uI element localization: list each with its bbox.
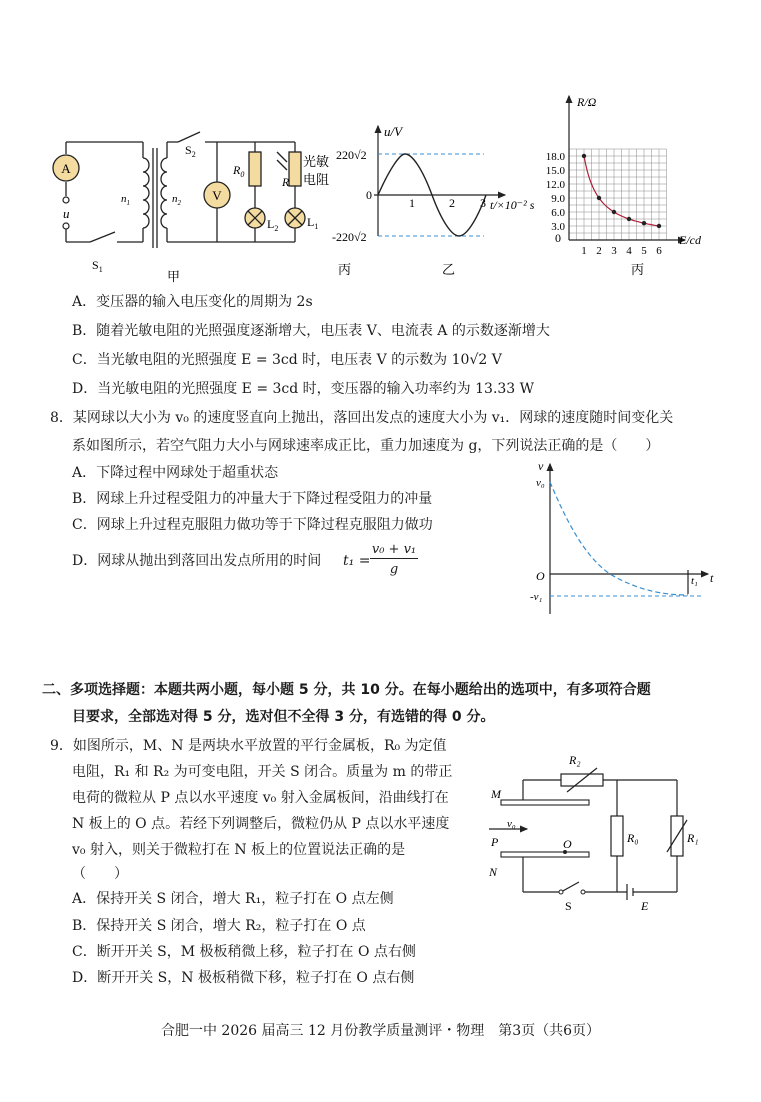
q8-option-c: C．网球上升过程克服阻力做功等于下降过程克服阻力做功	[72, 517, 433, 533]
q9-option-b: B．保持开关 S 闭合，增大 R₂，粒子打在 O 点	[72, 918, 366, 934]
yi-y-top: 220√2	[336, 148, 367, 162]
q8-graph-t1: t₁	[691, 575, 698, 587]
chart-point	[597, 196, 601, 200]
figure-jia-circuit	[45, 130, 355, 285]
yi-x-axis-label: t/×10⁻² s	[490, 198, 535, 212]
q8-graph-neg-v1: -v₁	[530, 591, 543, 603]
q8-formula-lhs: t₁ =	[343, 553, 371, 569]
q8-stem-line-2: 系如图所示，若空气阻力大小与网球速率成正比，重力加速度为 g，下列说法正确的是（ ）	[72, 438, 660, 454]
r0-label: $R_0$	[233, 163, 245, 179]
chart-point	[657, 224, 661, 228]
x-tick-label: 1	[581, 245, 587, 257]
yi-x-tick-3: 3	[480, 196, 486, 210]
r-label: R	[282, 175, 290, 189]
q9-option-c: C．断开开关 S，M 极板稍微上移，粒子打在 O 点右侧	[72, 944, 416, 960]
q9-option-d: D．断开开关 S，N 极板稍微下移，粒子打在 O 点右侧	[72, 970, 415, 986]
input-u-label: u	[63, 206, 70, 221]
q8-formula-denominator: g	[389, 562, 399, 577]
q8-graph-t-axis: t	[710, 571, 714, 585]
q8-stem-line-1: 8．某网球以大小为 v₀ 的速度竖直向上抛出，落回出发点的速度大小为 v₁．网球的速度随时间变化关	[50, 410, 674, 426]
photo-label-2: 电阻	[303, 172, 330, 187]
q8-graph-origin: O	[536, 569, 545, 583]
yi-x-tick-2: 2	[449, 196, 455, 210]
q9-stem-line-1: 9．如图所示，M、N 是两块水平放置的平行金属板，R₀ 为定值	[50, 738, 447, 754]
section2-heading-line-2: 目要求，全部选对得 5 分，选对但不全得 3 分，有选错的得 0 分。	[72, 709, 495, 725]
q9-v0-label: v₀	[507, 818, 516, 830]
q9-point-p: P	[491, 835, 499, 849]
x-tick-label: 6	[656, 245, 662, 257]
chart-point	[612, 210, 616, 214]
q9-plate-n: N	[489, 865, 498, 879]
yi-y-axis-label: u/V	[384, 124, 403, 139]
q7-option-b: B．随着光敏电阻的光照强度逐渐增大，电压表 V、电流表 A 的示数逐渐增大	[72, 323, 550, 339]
section2-heading-line-1: 二、多项选择题：本题共两小题，每小题 5 分，共 10 分。在每小题给出的选项中，有多项符合题	[42, 682, 651, 698]
q9-stem-line-6: （ ）	[72, 866, 128, 882]
figure-yi-sine	[330, 118, 555, 286]
voltmeter-label: V	[212, 188, 222, 203]
bing-origin: 0	[555, 231, 561, 245]
q8-graph-v-axis: v	[538, 459, 544, 473]
figure-yi-caption: 乙	[442, 262, 456, 277]
q9-plate-m: M	[491, 787, 501, 801]
x-tick-label: 2	[596, 245, 602, 257]
chart-point	[642, 221, 646, 225]
switch-s1-label: $S_1$	[92, 258, 103, 274]
bing-x-axis-label: E/cd	[679, 233, 701, 247]
q9-point-o: O	[563, 837, 572, 851]
q9-circuit	[483, 748, 708, 916]
q9-stem-line-5: v₀ 射入，则关于微粒打在 N 板上的位置说法正确的是	[72, 842, 406, 858]
q9-r1-label: R₁	[687, 831, 699, 845]
q9-stem-line-4: N 板上的 O 点。若经下列调整后，微粒仍从 P 点以水平速度	[72, 816, 450, 832]
figure-bing-caption: 丙	[631, 262, 645, 277]
y-tick-label: 9.0	[551, 193, 565, 205]
x-tick-label: 4	[626, 245, 632, 257]
q8-option-d: D．网球从抛出到落回出发点所用的时间	[72, 553, 322, 569]
l2-label: $L_2$	[267, 217, 279, 233]
y-tick-label: 15.0	[545, 165, 565, 177]
yi-y-bottom: -220√2	[332, 230, 367, 244]
q7-option-c: C．当光敏电阻的光照强度 E = 3cd 时，电压表 V 的示数为 10√2 V	[72, 352, 502, 368]
page-footer: 合肥一中 2026 届高三 12 月份教学质量测评・物理 第3页（共6页）	[160, 1023, 601, 1039]
q7-option-d: D．当光敏电阻的光照强度 E = 3cd 时，变压器的输入功率约为 13.33 W	[72, 381, 535, 397]
q7-option-a: A．变压器的输入电压变化的周期为 2s	[72, 294, 313, 310]
q8-option-b: B．网球上升过程受阻力的冲量大于下降过程受阻力的冲量	[72, 491, 433, 507]
yi-origin: 0	[366, 188, 372, 202]
q9-r2-label: R₂	[569, 753, 581, 767]
yi-x-tick-1: 1	[409, 196, 415, 210]
q8-vt-graph	[528, 458, 728, 618]
figure-jia-caption: 甲	[167, 269, 181, 284]
y-tick-label: 18.0	[545, 151, 565, 163]
n2-label: $n_2$	[172, 193, 181, 207]
y-tick-label: 6.0	[551, 207, 565, 219]
bing-y-axis-label: R/Ω	[577, 95, 597, 109]
chart-point	[582, 154, 586, 158]
q9-r0-label: R₀	[627, 831, 639, 845]
q9-battery-e: E	[641, 899, 649, 913]
switch-s2-label: $S_2$	[185, 143, 196, 159]
n1-label: $n_1$	[121, 193, 130, 207]
q8-graph-v0: v₀	[536, 477, 545, 489]
y-tick-label: 3.0	[551, 221, 565, 233]
q9-stem-line-2: 电阻，R₁ 和 R₂ 为可变电阻，开关 S 闭合。质量为 m 的带正	[72, 764, 453, 780]
x-tick-label: 5	[641, 245, 647, 257]
q8-formula-numerator: v₀ + v₁	[371, 542, 417, 557]
l1-label: $L_1$	[307, 215, 319, 231]
y-tick-label: 12.0	[545, 179, 565, 191]
figure-bing-chart	[525, 90, 725, 286]
q8-option-a: A．下降过程中网球处于超重状态	[72, 465, 279, 481]
ammeter-label: A	[61, 161, 71, 176]
photo-label-1: 光敏	[303, 154, 330, 169]
figure-yi-left-caption: 丙	[338, 262, 352, 277]
chart-point	[627, 217, 631, 221]
q9-option-a: A．保持开关 S 闭合，增大 R₁，粒子打在 O 点左侧	[72, 891, 394, 907]
q9-stem-line-3: 电荷的微粒从 P 点以水平速度 v₀ 射入金属板间，沿曲线打在	[72, 790, 449, 806]
x-tick-label: 3	[611, 245, 617, 257]
q9-switch-s: S	[565, 899, 572, 913]
